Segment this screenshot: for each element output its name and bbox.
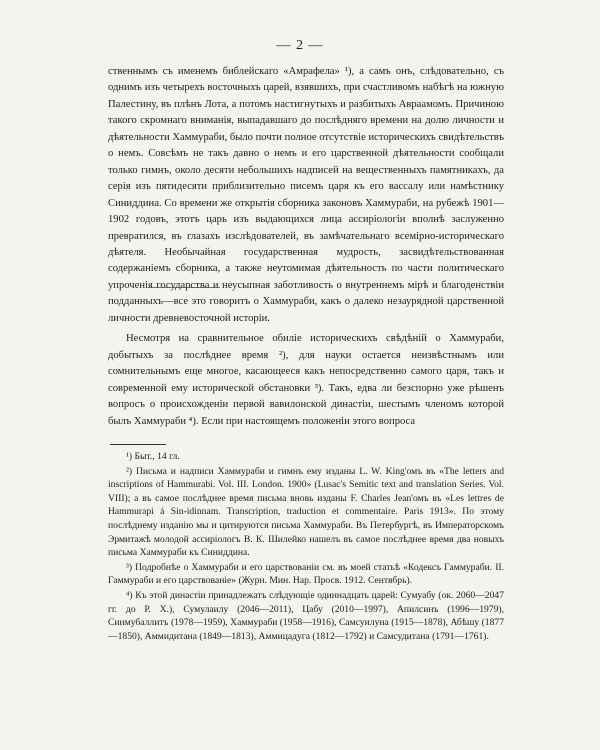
footnote-2: ²) Письма и надписи Хаммураби и гимнъ ему изданы L. W. King'омъ въ «The letters and inscriptions of Hammurabi. Vol. III. London. 1900» (Lusac's Semitic text and translation Series. Vol. VIII); а въ самое послѣднее время письма вновь изданы F. Charles Jean'омъ въ «Les lettres de Hammurapi á Sin-idinnam. Transcription, traduction et commentaire. Paris 1913». По этому послѣднему изданію мы и цитируются письма Хаммураби. Въ Петербургѣ, въ Императорскомъ Эрмитажѣ молодой ассиріологъ В. К. Шилейко нашелъ въ самое послѣднее время два новыхъ письма Хаммураби къ Синиддина. — [108, 465, 504, 559]
main-text — [108, 64, 504, 430]
footnote-3: ³) Подробнѣе о Хаммураби и его царствованіи см. въ моей статьѣ «Кодексъ Гаммураби. II. Гаммураби и его царствованіе» (Журн. Мин. Нар. Просв. 1912. Сентябрь). — [108, 561, 504, 587]
paragraph-hammurabi-sources: Несмотря на сравнительное обиліе историческихъ свѣдѣній о Хаммураби, добытыхъ за послѣднее время ²), для науки остается неизвѣстнымъ или сомнительнымъ еще многое, касающееся какъ непосредственно самого царя, такъ и современной ему исторической обстановки ³). Такъ, едва ли безспорно уже рѣшенъ вопросъ о происхожденіи первой вавилонской династіи, шестымъ членомъ которой былъ Хаммураби ⁴). Если при настоящемъ положеніи этого вопроса — [108, 333, 504, 427]
page-number: — 2 — — [276, 38, 324, 53]
paragraph-continuation: ственнымъ съ именемъ библейскаго «Амрафела» ¹), а самъ онъ, слѣдовательно, съ однимъ изъ четырехъ восточныхъ царей, взявшихъ, при счастливомъ набѣгѣ на южную Палестину, въ плѣнъ Лота, а потомъ настигнутыхъ и разбитыхъ Авраамомъ. Причиною такого скромнаго вниманія, выпадавшаго до послѣдняго времени на долю личности и дѣятельности Хаммураби, было почти полное отсутствіе историческихъ свидѣтельствъ о немъ. Совсѣмъ не такъ давно о немъ и его царственной дѣятельности сообщали только гимнъ, около десяти небольшихъ надписей на вещественныхъ памятникахъ, да серія изъ пятидесяти приблизительно писемъ царя къ его вассалу или намѣстнику Синиддина. Со времени же открытія сборника законовъ Хаммураби, на рубежѣ 1901—1902 годовъ, этотъ царь изъ выдающихся лица ассиріологіи вполнѣ заслуженно превратился, въ глазахъ изслѣдователей, въ замѣчательнаго всемірно-историческаго дѣятеля. Необычайная государственная мудрость, засвидѣтельствованная содержаніемъ сборника, а также неутомимая дѣятельность по части политическаго упроченія государства и неусыпная заботливость о внутреннемъ мірѣ и благоденствіи подданныхъ—все это говоритъ о Хаммураби, какъ о далеко незаурядной царственной личности древневосточной исторіи. — [108, 66, 504, 324]
footnotes — [108, 450, 504, 644]
footnote-1: ¹) Быт., 14 гл. — [126, 451, 180, 462]
footnote-4: ⁴) Къ этой династіи принадлежатъ слѣдующіе одиннадцать царей: Сумуабу (ок. 2060—2047 гг. до Р. Х.), Сумулаилу (2046—2011), Цабу (2010—1997), Апилсинъ (1996—1979), Синмубаллитъ (1978—1959), Хаммураби (1958—1916), Самсуилуна (1915—1878), Абѣшу (1877—1850), Аммидитана (1849—1813), Аммицадуга (1812—1792) и Самсудитана (1791—1761). — [108, 589, 504, 642]
pencil-underline-mark — [148, 287, 220, 288]
footnote-rule — [110, 444, 166, 445]
